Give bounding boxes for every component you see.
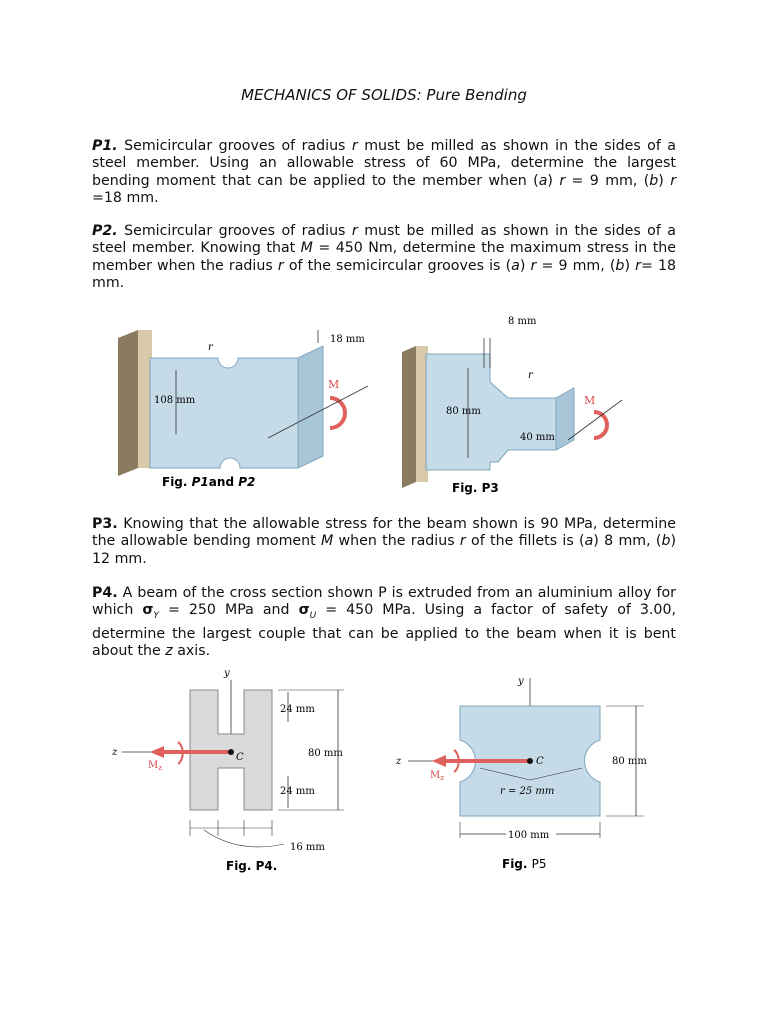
dim-100-label: 100 mm <box>508 830 550 841</box>
problem-p4: P4. A beam of the cross section shown P is extruded from an aluminium alloy for which $\sigma_Y = 250$ MPa and $\sigma_U = 450$ MPa. Using a factor of safety of 3.00, determine the largest couple that can be applied to the beam when it is bent about the z axis. <box>92 585 676 660</box>
wall-side <box>118 330 138 476</box>
fig3-caption: Fig. P3 <box>452 481 499 495</box>
y-axis-label: y <box>518 676 524 687</box>
p1-label: P1. <box>92 138 118 154</box>
radius-label: r = 25 mm <box>500 786 555 797</box>
moment-arrow <box>330 398 345 428</box>
fig1-caption: Fig. P1and P2 <box>162 475 256 489</box>
mz-label: $M_z$ <box>148 760 162 772</box>
dim-80-label: 80 mm <box>308 748 343 759</box>
moment-label: M <box>584 394 596 407</box>
fig4-caption: Fig. P4. <box>226 859 278 873</box>
member-front <box>150 358 298 468</box>
r-label: r <box>208 342 213 353</box>
mz-label: $M_z$ <box>430 770 444 782</box>
dim-8-label: 8 mm <box>508 316 537 327</box>
p4-label: P4. <box>92 585 118 601</box>
p3-label: P3. <box>92 516 118 532</box>
r-label: r <box>528 370 533 381</box>
dim-80-label: 80 mm <box>612 756 647 767</box>
fig5-caption: Fig. P5 <box>502 857 547 871</box>
member-end <box>298 346 323 468</box>
dim-24-top-label: 24 mm <box>280 704 315 715</box>
figure-p3 <box>398 312 660 498</box>
p2-label: P2. <box>92 223 118 239</box>
problem-p2: P2. Semicircular grooves of radius r must be milled as shown in the sides of a steel member. Knowing that M = 450 Nm, determine the maximum stress in the member when the radius r of the semicircular grooves is (a) r = 9 mm, (b) r= 18 mm. <box>92 223 677 292</box>
centroid <box>527 758 533 764</box>
problem-p1: P1. Semicircular grooves of radius r must be milled as shown in the sides of a steel member. Using an allowable stress of 60 MPa, determine the largest bending moment that can be applied to the member when (a) r = 9 mm, (b) r =18 mm. <box>92 138 677 207</box>
dim-16-label: 16 mm <box>290 842 325 853</box>
z-axis-label: z <box>112 747 118 758</box>
centroid-label: C <box>236 752 244 763</box>
dim-40-label: 40 mm <box>520 432 555 443</box>
moment-arrowhead <box>432 755 446 767</box>
moment-arrowhead <box>150 746 164 758</box>
centroid-label: C <box>536 756 544 767</box>
figure-p1-p2 <box>108 318 378 498</box>
moment-label: M <box>328 378 340 391</box>
figure-p4 <box>108 664 368 878</box>
dim-18-label: 18 mm <box>330 334 365 345</box>
dim-108-label: 108 mm <box>154 395 196 406</box>
stepped-bar-end <box>556 388 574 450</box>
dim-24-bot-label: 24 mm <box>280 786 315 797</box>
centroid <box>228 749 234 755</box>
problem-p3: P3. Knowing that the allowable stress for the beam shown is 90 MPa, determine the allowable bending moment M when the radius r of the fillets is (a) 8 mm, (b) 12 mm. <box>92 516 676 567</box>
wall-side <box>402 346 416 488</box>
y-axis-label: y <box>224 668 230 679</box>
figure-p5 <box>388 670 668 878</box>
page-title: MECHANICS OF SOLIDS: Pure Bending <box>241 86 527 104</box>
dim-80-label: 80 mm <box>446 406 481 417</box>
z-axis-label: z <box>396 756 402 767</box>
